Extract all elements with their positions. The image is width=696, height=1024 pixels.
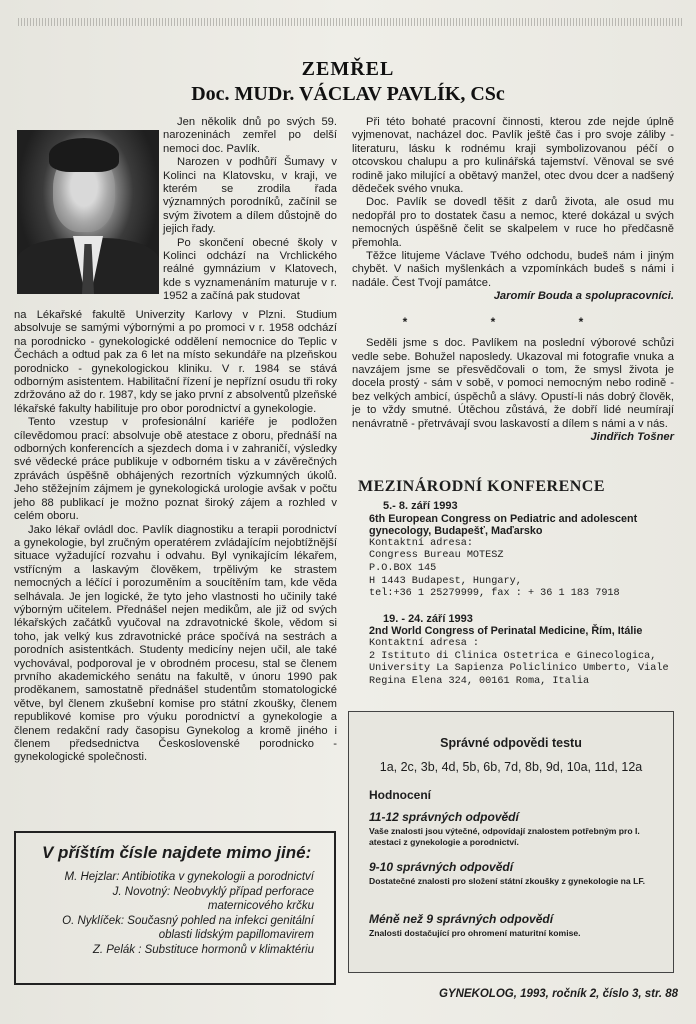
rating-level: Méně než 9 správných odpovědí [369,912,554,926]
next-issue-list [24,871,314,959]
heading-line-1: ZEMŘEL [301,58,395,80]
section-stars: * * * [402,314,624,329]
contact-line: H 1443 Budapest, Hungary, [369,575,522,587]
next-issue-item: M. Hejzlar: Antibiotika v gynekologii a porodnictví [64,871,314,883]
test-answers-box [348,711,674,973]
body-paragraph: Doc. Pavlík se dovedl těšit z darů života, ale osud mu nedopřál pro to dostatek času a nemoc, které dokázal u svých nemocných úspěšně čelit se skalpelem v ruce ho předčasně přemohla. [352,196,674,249]
conference-date: 5.- 8. září 1993 [383,500,458,512]
rating-level: 9-10 správných odpovědí [369,860,514,874]
conference-name: 2nd World Congress of Perinatal Medicine, Řím, Itálie [369,625,643,638]
contact-line: 2 Istituto di Clinica Ostetrica e Ginecologica, [369,650,657,662]
article-heading [10,58,686,106]
contact-line: Regina Elena 324, 00161 Roma, Italia [369,675,590,687]
body-paragraph: Tento vzestup v profesionální kariéře je podložen cílevědomou prací: absolvuje obě atestace z oboru, přednáší na odborných konferencích a sjezdech doma i v zahraničí, výsledky své vědecké práce publikuje v odborném tisku a v závěrečných zprávách úspěšně obhájených rezortních výzkumných úkolů. Jeho stěžejním zájmem je gynekologická urologie avšak v počtu jeho 88 publikací je možno poznat široký zájem a rozhled v celém oboru. [14,416,337,523]
contact-line: tel:+36 1 25279999, fax : + 36 1 183 7918 [369,588,620,600]
contact-label: Kontaktní adresa: [369,537,473,549]
contact-label: Kontaktní adresa : [369,637,480,649]
contact-line: Congress Bureau MOTESZ [369,550,504,562]
body-paragraph: Jako lékař ovládl doc. Pavlík diagnostiku a terapii porodnictví a gynekologie, byl zručným operatérem zvládajícím nejobtížnější situace vyžadující rozvahu i odvahu. Byl vynikajícím lékařem, vstřícným a laskavým člověkem, trpělivým ke strastem nemocných a léčící i porozuměním a soucítěním tam, kde věda selhávala. Je jen logické, že tyto jeho vlastnosti ho učinily také výborným učitelem. Přednášel nejen medikům, ale již od svých lékařských začátků vyučoval na zdravotnické škole, vědom si toho, jak velký kus zdravotnické práce spočívá na sestrách a porodních asistentkách. Studenty medicíny nejen učil, ale také vychovával, podporoval je v obrodném procesu, stal se členem prvního akademického senátu na fakultě, v únoru 1990 pak proděkanem, samostatně přednášel studentům stomatologické větve, byl členem zkušební komise pro státní zkoušky, členem republikové komise pro výuku porodnictví a gynekologie a členem redakční rady časopisu Gynekolog a kromě jiného i členem předsednictva Československé porodnicko - gynekologické společnosti. [14,523,337,764]
rating-heading: Hodnocení [369,788,431,802]
test-title: Správné odpovědi testu [440,736,582,750]
next-issue-item: Z. Pelák : Substituce hormonů v klimaktériu [92,943,314,956]
next-issue-item: J. Novotný: Neobvyklý případ perforace [112,885,314,898]
conference-name: 6th European Congress on Pediatric and adolescent gynecology, Budapešť, Maďarsko [369,512,638,538]
intro-text [163,116,337,304]
intro-paragraph: Jen několik dnů po svých 59. narozeninách zemřel po delší nemoci doc. Pavlík. [163,116,337,155]
next-issue-box [14,831,336,985]
body-paragraph: Při této bohaté pracovní činnosti, kterou zde nejde úplně vyjmenovat, nacházel doc. Pavlík ještě čas i pro svoje záliby - literaturu, lásku k rodnému kraji symbolizovanou péčí o otcovskou chalupu a pro kulinářská tajemství. Věnoval se své rodině jako milující a obětavý manžel, otec dvou dcer a nadšený dědeček svého vnuka. [352,116,674,196]
body-paragraph: Těžce litujeme Václave Tvého odchodu, budeš nám i jiným chybět. V našich myšlenkách a vzpomínkách budeš s námi i nadále. Čest Tvojí památce. [352,250,674,289]
page-footer: GYNEKOLOG, 1993, ročník 2, číslo 3, str. 88 [438,988,678,1000]
body-paragraph: na Lékařské fakultě Univerzity Karlovy v Plzni. Studium absolvuje se samými výbornými a po promoci v r. 1958 odchází na porodnicko - gynekologické oddělení nemocnice do Teplic v Čechách a odtud pak za 6 let na místo sekundáře na plzeňskou porodnicko - gynekologickou kliniku. V r. 1984 se stává odborným asistentem. Habilitační řízení je nepřízní osudu tři roky zdržováno až do r. 1987, kdy se jako první z absolventů plzeňské lékařské fakulty habilituje pro obor porodnictví a gynekologie. [14,309,337,415]
photo-hair [49,138,119,172]
next-issue-item: O. Nyklíček: Současný pohled na infekci genitální [62,914,314,927]
test-answers: 1a, 2c, 3b, 4d, 5b, 6b, 7d, 8b, 9d, 10a, 11d, 12a [379,760,643,774]
next-issue-title: V příštím čísle najdete mimo jiné: [42,843,312,862]
conference-date: 19. - 24. září 1993 [383,612,473,625]
header-rule [18,18,682,26]
intro-paragraph: Po skončení obecné školy v Kolinci odchází na Vrchlického reálné gymnázium v Klatovech, kde s vyznamenáním maturuje v r. 1952 a začíná pak studovat [163,236,337,303]
conference-entry [369,500,674,688]
right-column [352,116,674,444]
body-paragraph: Seděli jsme s doc. Pavlíkem na poslední výborové schůzi vedle sebe. Bohužel naposledy. Ukazoval mi fotografie vnuka a navzájem jsme se přesvědčovali o tom, že smysl života je docela prostý - sám v sobě, v pomoci nemocným nebo rodině - bez velkých ambicí, úspěchů a slávy. Opustí-li nás dobrý člověk, je to vždy smutné. Útěchou zůstává, že dobří lidé neumírají nenávratně - přetrvávají svou laskavostí a dílem s námi a v nás. [352,337,674,430]
signature: Jindřich Tošner [590,430,674,443]
conference-section [352,478,674,688]
next-issue-item: oblasti lidským papillomavirem [158,929,314,942]
portrait-photo [17,130,159,294]
rating-description: Znalosti dostačující pro ohromení maturitní komise. [369,928,581,938]
left-column [14,309,337,765]
signature: Jaromír Bouda a spolupracovníci. [493,290,674,303]
heading-line-2: Doc. MUDr. VÁCLAV PAVLÍK, CSc [191,83,505,105]
rating-description: Vaše znalosti jsou výtečné, odpovídají znalostem potřebným pro I. atestaci z gynekologie a porodnictví. [369,826,640,847]
contact-line: University La Sapienza Policlinico Umberto, Viale [369,663,669,675]
intro-paragraph: Narozen v podhůří Šumavy v Kolinci na Klatovsku, v kraji, ve kterém se zrodila řada významných porodníků, začínil se svým životem a dílem důstojně do jejich řady. [163,156,337,236]
contact-line: P.O.BOX 145 [369,562,437,574]
next-issue-item: maternicového krčku [207,900,314,913]
rating-level: 11-12 správných odpovědí [369,810,519,824]
rating-description: Dostatečné znalosti pro složení státní zkoušky z gynekologie na LF. [369,876,646,886]
conference-title: MEZINÁRODNÍ KONFERENCE [358,478,606,495]
